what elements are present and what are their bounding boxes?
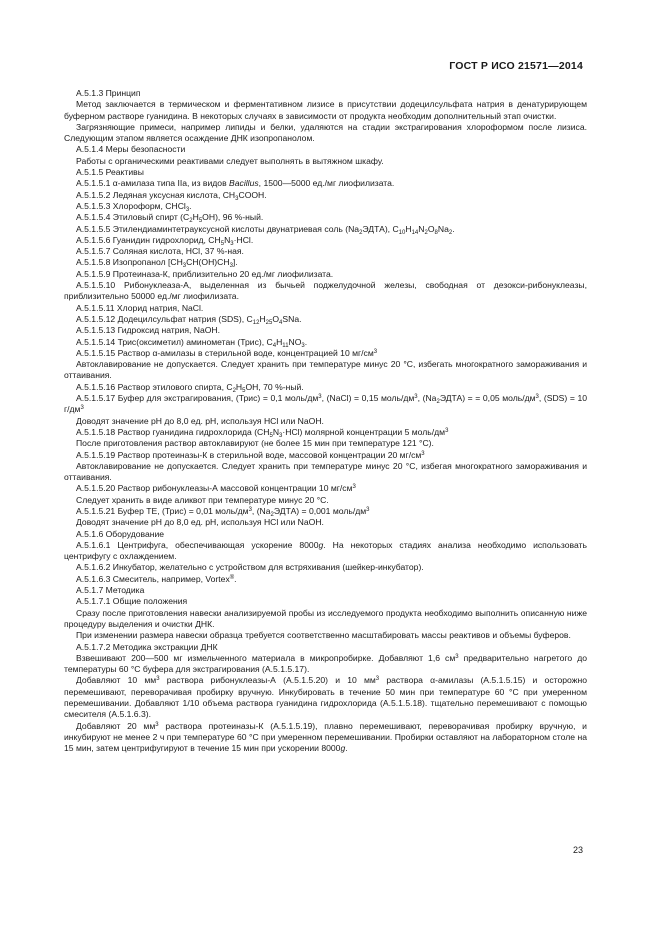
paragraph: A.5.1.5.9 Протеиназа-К, приблизительно 20 ед./мг лиофилизата. bbox=[76, 268, 334, 279]
paragraph: Метод заключается в термическом и ферментативном лизисе в присутствии додецилсульфата натрия в денатурирующем буферном растворе гуанидина. В некоторых случаях в зависимости от продукта необходим дополнительный этап очистки. bbox=[64, 99, 587, 121]
paragraph: Сразу после приготовления навески анализируемой пробы из исследуемого продукта необходимо выполнить описанную ниже процедуру выделения и очистки ДНК. bbox=[64, 607, 587, 629]
paragraph: A.5.1.5.5 Этилендиаминтетрауксусной кислоты двунатриевая соль $(Na_2ЭДТА)$, $C_{10}H_{14}N_2O_8Na_2$. bbox=[76, 223, 455, 236]
paragraph: A.5.1.6 Оборудование bbox=[76, 528, 165, 539]
paragraph: Следует хранить в виде аликвот при температуре минус 20 °С. bbox=[76, 494, 329, 505]
paragraph: A.5.1.7 Методика bbox=[76, 585, 145, 596]
paragraph: Загрязняющие примеси, например липиды и белки, удаляются на стадии экстрагирования хлороформом после лизиса. Следующим этапом является осаждение ДНК изопропанолом. bbox=[64, 121, 587, 144]
paragraph: A.5.1.5.7 Соляная кислота, HCl, 37 %-ная. bbox=[76, 246, 244, 257]
paragraph: A.5.1.4 Меры безопасности bbox=[76, 144, 186, 155]
paragraph: A.5.1.5.13 Гидроксид натрия, NaOH. bbox=[76, 325, 221, 336]
paragraph: Доводят значение pH до 8,0 ед. pH, используя HCl или NaOH. bbox=[76, 415, 324, 426]
document-header: ГОСТ Р ИСО 21571—2014 bbox=[449, 60, 583, 72]
paragraph: После приготовления раствор автоклавируют (не более 15 мин при температуре 121 °С). bbox=[76, 438, 434, 449]
paragraph: A.5.1.5.18 Раствор гуанидина гидрохлорида $(CH_5N_3\cdot HCl)$ молярной концентрации 5 моль/$дм^3$ bbox=[76, 426, 449, 439]
paragraph: A.5.1.5.12 Додецилсульфат натрия (SDS), $C_{12}H_{25}O_4SNa$. bbox=[76, 313, 302, 326]
paragraph: A.5.1.5.15 Раствор α-амилазы в стерильной воде, концентрацией 10 $мг/см^3$ bbox=[76, 347, 378, 358]
paragraph: A.5.1.6.3 Смеситель, например, Vortex®. bbox=[76, 573, 237, 584]
paragraph: A.5.1.5.11 Хлорид натрия, NaCl. bbox=[76, 302, 204, 313]
paragraph: A.5.1.5.21 Буфер ТЕ, (Трис) = 0,01 моль/$дм^3$, $(Na_2ЭДТА) = 0,001$ моль/$дм^3$ bbox=[76, 505, 370, 518]
paragraph: A.5.1.5.8 Изопропанол $[CH_3CH(OH)CH_3]$. bbox=[76, 257, 238, 270]
paragraph: A.5.1.5.17 Буфер для экстрагирования, (Трис) = 0,1 моль/$дм^3$, (NaCl) = 0,15 моль/$дм^3$, $(Na_2ЭДТА)$ = = 0,05 моль/$дм^3$, (SDS) = 10 $г/дм^3$ bbox=[64, 393, 588, 415]
paragraph: A.5.1.7.2 Методика экстракции ДНК bbox=[76, 641, 218, 652]
paragraph: A.5.1.5.19 Раствор протеиназы-К в стерильной воде, массовой концентрации 20 $мг/см^3$ bbox=[76, 449, 425, 460]
paragraph: A.5.1.5 Реактивы bbox=[76, 167, 144, 178]
paragraph: Добавляют 20 $мм^3$ раствора протеиназы-К (A.5.1.5.19), плавно перемешивают, переворачивая пробирку вручную, и инкубируют не менее 2 ч при температуре 60 °С при умеренном перемешивании. Пробирки оставляют на лабораторном столе на 15 мин, затем центрифугируют в течение 15 мин при ускорении 8000g. bbox=[64, 720, 587, 754]
paragraph: Автоклавирование не допускается. Следует хранить при температуре минус 20 °С, избегать многократного замораживания и оттаивания. bbox=[64, 359, 587, 381]
paragraph: A.5.1.5.1 α-амилаза типа IIa, из видов Bacillus, 1500—5000 ед./мг лиофилизата. bbox=[76, 178, 395, 189]
paragraph: При изменении размера навески образца требуется соответственно масштабировать массы реактивов и объемы буферов. bbox=[76, 630, 571, 641]
paragraph: A.5.1.5.2 Ледяная уксусная кислота, $CH_3COOH$. bbox=[76, 189, 267, 202]
paragraph: A.5.1.5.14 Трис(оксиметил) аминометан (Трис), $C_4H_{11}NO_3$. bbox=[76, 336, 308, 349]
paragraph: A.5.1.3 Принцип bbox=[76, 88, 141, 98]
document-body bbox=[64, 88, 587, 755]
paragraph: A.5.1.5.20 Раствор рибонуклеазы-А массовой концентрации 10 $мг/см^3$ bbox=[76, 483, 356, 494]
paragraph: A.5.1.7.1 Общие положения bbox=[76, 596, 188, 607]
paragraph: A.5.1.5.6 Гуанидин гидрохлорид, $CH_5N_3\cdot HCl$. bbox=[76, 234, 254, 247]
paragraph: A.5.1.6.1 Центрифуга, обеспечивающая ускорение 8000g. На некоторых стадиях анализа необходимо использовать центрифугу с охлаждением. bbox=[64, 539, 587, 562]
page-number: 23 bbox=[572, 845, 583, 855]
paragraph: A.5.1.5.3 Хлороформ, CHCl$_3$. bbox=[76, 200, 192, 213]
paragraph: A.5.1.5.4 Этиловый спирт $(C_2H_5OH)$, 96 %-ный. bbox=[76, 212, 264, 225]
paragraph: Добавляют 10 $мм^3$ раствора рибонуклеазы-А (A.5.1.5.20) и 10 $мм^3$ раствора α-амилазы (A.5.1.5.15) и осторожно перемешивают, переворачивая пробирку вручную. Инкубировать в течение 50 мин при температуре 60 °С при умеренном перемешивании. Добавляют 1/10 объема раствора гуанидина гидрохлорида (A.5.1.5.18). тщательно перемешивают с помощью смесителя (A.5.1.6.3). bbox=[64, 675, 587, 720]
paragraph: A.5.1.5.16 Раствор этилового спирта, $C_2H_5OH$, 70 %-ный. bbox=[76, 381, 304, 394]
paragraph: A.5.1.5.10 Рибонуклеаза-А, выделенная из бычьей поджелудочной железы, свободная от дезокси-рибонуклеазы, приблизительно 50000 ед./мг лиофилизата. bbox=[64, 280, 587, 302]
paragraph: Работы с органическими реактивами следует выполнять в вытяжном шкафу. bbox=[76, 155, 384, 166]
paragraph: Взвешивают 200—500 мг измельченного материала в микропробирке. Добавляют 1,6 $см^3$ предварительно нагретого до температуры 60 °С буфера для экстрагирования (A.5.1.5.17). bbox=[64, 652, 587, 675]
paragraph: A.5.1.6.2 Инкубатор, желательно с устройством для встряхивания (шейкер-инкубатор). bbox=[76, 562, 424, 573]
paragraph: Доводят значение pH до 8,0 ед. pH, используя HCl или NaOH. bbox=[76, 517, 324, 528]
paragraph: Автоклавирование не допускается. Следует хранить при температуре минус 20 °С, избегая многократного замораживания и оттаивания. bbox=[64, 460, 587, 483]
